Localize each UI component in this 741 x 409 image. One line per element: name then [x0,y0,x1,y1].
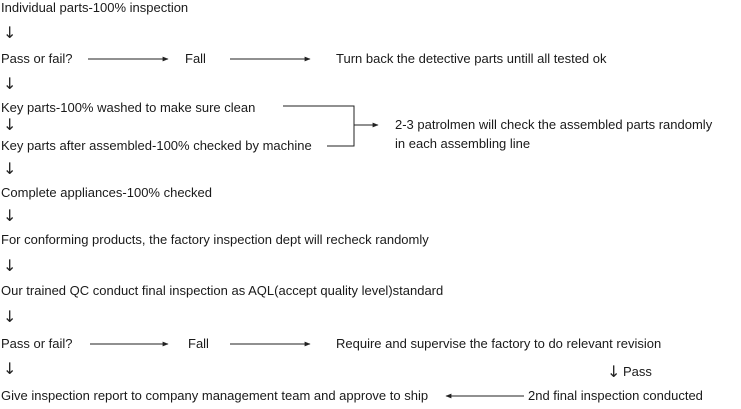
down-arrow-icon: ↓ [3,74,17,93]
step-give-report: Give inspection report to company management team and approve to ship [1,388,429,403]
step-require-revision: Require and supervise the factory to do relevant revision [336,336,662,351]
step-turn-back: Turn back the detective parts untill all tested ok [336,51,607,66]
down-arrow-icon: ↓ [3,159,17,178]
step-conforming-products: For conforming products, the factory inspection dept will recheck randomly [1,232,429,247]
step-individual-parts: Individual parts-100% inspection [1,0,189,15]
down-arrow-icon: ↓ [3,115,17,134]
patrolmen-line-1: 2-3 patrolmen will check the assembled parts randomly [395,117,713,132]
step-pass-or-fail-2: Pass or fail? [1,336,73,351]
down-arrow-icon: ↓ [3,256,17,275]
down-arrow-icon: ↓ [3,359,17,378]
step-pass-or-fail-1: Pass or fail? [1,51,73,66]
step-trained-qc: Our trained QC conduct final inspection as AQL(accept quality level)standard [1,283,444,298]
patrolmen-line-2: in each assembling line [395,136,531,151]
step-fall-2: Fall [188,336,209,351]
step-second-final: 2nd final inspection conducted [528,388,703,403]
pass-label: Pass [623,364,652,379]
down-arrow-icon: ↓ [607,362,621,381]
down-arrow-icon: ↓ [3,23,17,42]
down-arrow-icon: ↓ [3,206,17,225]
step-key-parts-washed: Key parts-100% washed to make sure clean [1,100,256,115]
step-fall-1: Fall [185,51,206,66]
step-key-parts-assembled: Key parts after assembled-100% checked by machine [1,138,312,153]
step-complete-appliances: Complete appliances-100% checked [1,185,213,200]
down-arrow-icon: ↓ [3,307,17,326]
